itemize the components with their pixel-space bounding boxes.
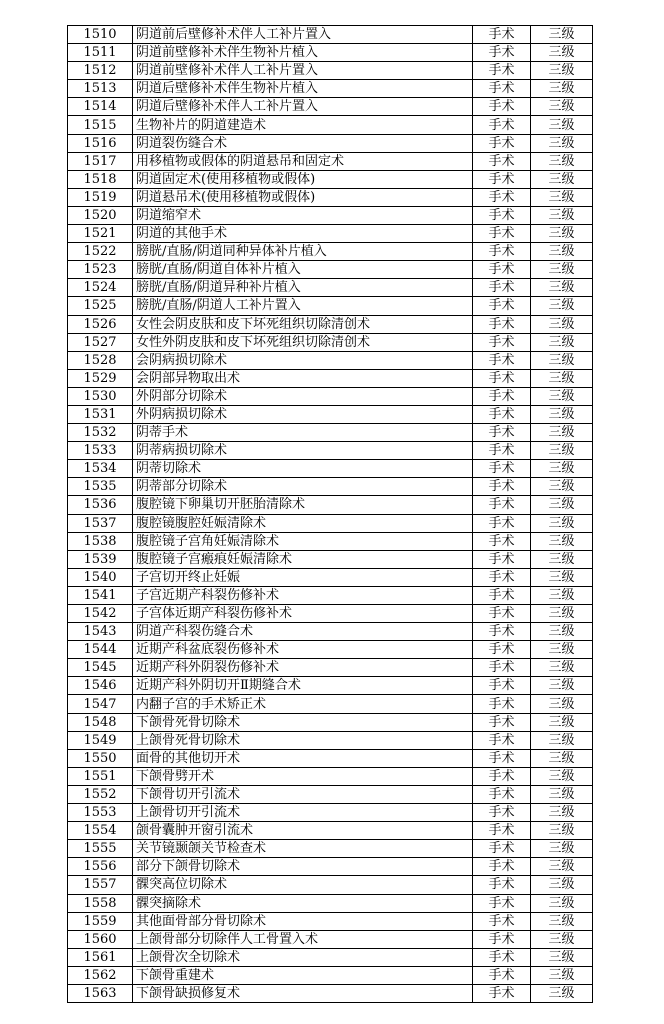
procedure-name: 膀胱/直肠/阴道人工补片置入 [133, 297, 473, 315]
procedure-level: 三级 [531, 369, 593, 387]
procedure-level: 三级 [531, 315, 593, 333]
procedure-name: 关节镜颞颌关节检查术 [133, 840, 473, 858]
table-row [68, 116, 593, 134]
procedure-type: 手术 [473, 442, 531, 460]
procedure-name: 会阴病损切除术 [133, 351, 473, 369]
row-number: 1527 [68, 333, 133, 351]
procedure-level: 三级 [531, 894, 593, 912]
row-number: 1557 [68, 876, 133, 894]
table-row [68, 478, 593, 496]
table-row [68, 315, 593, 333]
table-row [68, 98, 593, 116]
procedure-name: 阴道悬吊术(使用移植物或假体) [133, 188, 473, 206]
procedure-name: 腹腔镜子宫角妊娠清除术 [133, 532, 473, 550]
row-number: 1538 [68, 532, 133, 550]
table-row [68, 659, 593, 677]
table-row [68, 424, 593, 442]
row-number: 1561 [68, 948, 133, 966]
table-row [68, 26, 593, 44]
table-row [68, 912, 593, 930]
table-row [68, 876, 593, 894]
row-number: 1551 [68, 767, 133, 785]
procedure-type: 手术 [473, 586, 531, 604]
procedure-level: 三级 [531, 840, 593, 858]
procedure-name: 下颌骨切开引流术 [133, 785, 473, 803]
row-number: 1533 [68, 442, 133, 460]
table-row [68, 749, 593, 767]
procedure-type: 手术 [473, 948, 531, 966]
procedure-type: 手术 [473, 351, 531, 369]
row-number: 1510 [68, 26, 133, 44]
procedure-type: 手术 [473, 496, 531, 514]
table-row [68, 984, 593, 1002]
procedure-type: 手术 [473, 749, 531, 767]
procedure-type: 手术 [473, 713, 531, 731]
table-row [68, 460, 593, 478]
row-number: 1514 [68, 98, 133, 116]
table-row [68, 695, 593, 713]
procedure-level: 三级 [531, 116, 593, 134]
procedure-type: 手术 [473, 98, 531, 116]
table-row [68, 152, 593, 170]
table-row [68, 713, 593, 731]
row-number: 1559 [68, 912, 133, 930]
procedure-level: 三级 [531, 785, 593, 803]
row-number: 1525 [68, 297, 133, 315]
row-number: 1531 [68, 405, 133, 423]
table-row [68, 170, 593, 188]
procedure-type: 手术 [473, 225, 531, 243]
row-number: 1521 [68, 225, 133, 243]
row-number: 1552 [68, 785, 133, 803]
procedure-name: 阴蒂手术 [133, 424, 473, 442]
table-row [68, 44, 593, 62]
table-row [68, 840, 593, 858]
row-number: 1548 [68, 713, 133, 731]
procedure-type: 手术 [473, 261, 531, 279]
procedure-level: 三级 [531, 297, 593, 315]
row-number: 1535 [68, 478, 133, 496]
row-number: 1550 [68, 749, 133, 767]
procedure-name: 膀胱/直肠/阴道同种异体补片植入 [133, 243, 473, 261]
procedure-name: 女性会阴皮肤和皮下坏死组织切除清创术 [133, 315, 473, 333]
procedure-level: 三级 [531, 351, 593, 369]
table-row [68, 279, 593, 297]
procedure-name: 会阴部异物取出术 [133, 369, 473, 387]
procedure-level: 三级 [531, 26, 593, 44]
procedure-table-body [68, 26, 593, 1003]
row-number: 1522 [68, 243, 133, 261]
row-number: 1516 [68, 134, 133, 152]
procedure-level: 三级 [531, 62, 593, 80]
table-row [68, 641, 593, 659]
procedure-type: 手术 [473, 387, 531, 405]
procedure-type: 手术 [473, 804, 531, 822]
row-number: 1545 [68, 659, 133, 677]
table-row [68, 532, 593, 550]
row-number: 1549 [68, 731, 133, 749]
table-row [68, 677, 593, 695]
table-row [68, 930, 593, 948]
row-number: 1536 [68, 496, 133, 514]
procedure-table [67, 25, 593, 1003]
procedure-type: 手术 [473, 894, 531, 912]
table-row [68, 261, 593, 279]
table-row [68, 822, 593, 840]
table-row [68, 767, 593, 785]
row-number: 1523 [68, 261, 133, 279]
procedure-name: 髁突摘除术 [133, 894, 473, 912]
procedure-level: 三级 [531, 948, 593, 966]
row-number: 1560 [68, 930, 133, 948]
procedure-level: 三级 [531, 279, 593, 297]
row-number: 1543 [68, 623, 133, 641]
row-number: 1512 [68, 62, 133, 80]
procedure-level: 三级 [531, 876, 593, 894]
procedure-type: 手术 [473, 605, 531, 623]
procedure-level: 三级 [531, 460, 593, 478]
procedure-name: 女性外阴皮肤和皮下坏死组织切除清创术 [133, 333, 473, 351]
procedure-name: 生物补片的阴道建造术 [133, 116, 473, 134]
procedure-type: 手术 [473, 170, 531, 188]
procedure-type: 手术 [473, 297, 531, 315]
table-row [68, 623, 593, 641]
procedure-level: 三级 [531, 188, 593, 206]
procedure-level: 三级 [531, 822, 593, 840]
procedure-type: 手术 [473, 876, 531, 894]
procedure-type: 手术 [473, 460, 531, 478]
procedure-name: 阴道后壁修补术伴生物补片植入 [133, 80, 473, 98]
procedure-name: 上颌骨死骨切除术 [133, 731, 473, 749]
row-number: 1524 [68, 279, 133, 297]
procedure-type: 手术 [473, 695, 531, 713]
table-row [68, 605, 593, 623]
table-row [68, 62, 593, 80]
procedure-type: 手术 [473, 785, 531, 803]
procedure-type: 手术 [473, 333, 531, 351]
row-number: 1513 [68, 80, 133, 98]
procedure-level: 三级 [531, 767, 593, 785]
procedure-type: 手术 [473, 858, 531, 876]
procedure-type: 手术 [473, 134, 531, 152]
table-row [68, 894, 593, 912]
table-row [68, 405, 593, 423]
procedure-type: 手术 [473, 912, 531, 930]
row-number: 1532 [68, 424, 133, 442]
row-number: 1511 [68, 44, 133, 62]
procedure-level: 三级 [531, 641, 593, 659]
procedure-level: 三级 [531, 134, 593, 152]
procedure-type: 手术 [473, 152, 531, 170]
procedure-name: 阴道缩窄术 [133, 206, 473, 224]
table-row [68, 80, 593, 98]
procedure-name: 阴道前后壁修补术伴人工补片置入 [133, 26, 473, 44]
procedure-name: 阴蒂病损切除术 [133, 442, 473, 460]
row-number: 1515 [68, 116, 133, 134]
row-number: 1529 [68, 369, 133, 387]
procedure-type: 手术 [473, 44, 531, 62]
procedure-level: 三级 [531, 677, 593, 695]
procedure-name: 上颌骨切开引流术 [133, 804, 473, 822]
procedure-type: 手术 [473, 840, 531, 858]
procedure-level: 三级 [531, 243, 593, 261]
procedure-name: 颌骨囊肿开窗引流术 [133, 822, 473, 840]
table-row [68, 496, 593, 514]
procedure-name: 面骨的其他切开术 [133, 749, 473, 767]
procedure-type: 手术 [473, 677, 531, 695]
procedure-name: 腹腔镜下卵巢切开胚胎清除术 [133, 496, 473, 514]
procedure-level: 三级 [531, 749, 593, 767]
procedure-level: 三级 [531, 966, 593, 984]
procedure-level: 三级 [531, 586, 593, 604]
procedure-type: 手术 [473, 206, 531, 224]
row-number: 1563 [68, 984, 133, 1002]
procedure-type: 手术 [473, 369, 531, 387]
procedure-level: 三级 [531, 261, 593, 279]
table-row [68, 134, 593, 152]
table-row [68, 804, 593, 822]
procedure-type: 手术 [473, 514, 531, 532]
procedure-name: 其他面骨部分骨切除术 [133, 912, 473, 930]
procedure-level: 三级 [531, 984, 593, 1002]
row-number: 1526 [68, 315, 133, 333]
procedure-type: 手术 [473, 659, 531, 677]
procedure-name: 外阴部分切除术 [133, 387, 473, 405]
procedure-type: 手术 [473, 767, 531, 785]
procedure-level: 三级 [531, 930, 593, 948]
procedure-name: 外阴病损切除术 [133, 405, 473, 423]
table-row [68, 966, 593, 984]
procedure-type: 手术 [473, 822, 531, 840]
procedure-name: 膀胱/直肠/阴道自体补片植入 [133, 261, 473, 279]
procedure-name: 用移植物或假体的阴道悬吊和固定术 [133, 152, 473, 170]
procedure-type: 手术 [473, 62, 531, 80]
procedure-level: 三级 [531, 152, 593, 170]
procedure-level: 三级 [531, 659, 593, 677]
procedure-level: 三级 [531, 550, 593, 568]
procedure-name: 下颌骨重建术 [133, 966, 473, 984]
procedure-type: 手术 [473, 243, 531, 261]
procedure-name: 下颌骨劈开术 [133, 767, 473, 785]
procedure-type: 手术 [473, 80, 531, 98]
row-number: 1554 [68, 822, 133, 840]
procedure-type: 手术 [473, 984, 531, 1002]
table-row [68, 225, 593, 243]
procedure-name: 部分下颌骨切除术 [133, 858, 473, 876]
row-number: 1537 [68, 514, 133, 532]
procedure-level: 三级 [531, 442, 593, 460]
procedure-name: 阴蒂部分切除术 [133, 478, 473, 496]
procedure-name: 子宫近期产科裂伤修补术 [133, 586, 473, 604]
row-number: 1517 [68, 152, 133, 170]
procedure-level: 三级 [531, 514, 593, 532]
procedure-name: 髁突高位切除术 [133, 876, 473, 894]
row-number: 1540 [68, 568, 133, 586]
table-row [68, 568, 593, 586]
procedure-level: 三级 [531, 568, 593, 586]
procedure-type: 手术 [473, 731, 531, 749]
procedure-level: 三级 [531, 80, 593, 98]
procedure-name: 近期产科盆底裂伤修补术 [133, 641, 473, 659]
row-number: 1553 [68, 804, 133, 822]
procedure-level: 三级 [531, 605, 593, 623]
procedure-type: 手术 [473, 623, 531, 641]
procedure-type: 手术 [473, 568, 531, 586]
table-row [68, 333, 593, 351]
procedure-name: 近期产科外阴裂伤修补术 [133, 659, 473, 677]
table-row [68, 206, 593, 224]
procedure-level: 三级 [531, 731, 593, 749]
procedure-type: 手术 [473, 26, 531, 44]
procedure-level: 三级 [531, 532, 593, 550]
procedure-level: 三级 [531, 496, 593, 514]
procedure-name: 阴蒂切除术 [133, 460, 473, 478]
procedure-type: 手术 [473, 279, 531, 297]
procedure-name: 上颌骨部分切除伴人工骨置入术 [133, 930, 473, 948]
procedure-name: 腹腔镜腹腔妊娠清除术 [133, 514, 473, 532]
procedure-name: 子宫切开终止妊娠 [133, 568, 473, 586]
procedure-level: 三级 [531, 804, 593, 822]
procedure-type: 手术 [473, 641, 531, 659]
table-row [68, 858, 593, 876]
procedure-type: 手术 [473, 405, 531, 423]
procedure-name: 上颌骨次全切除术 [133, 948, 473, 966]
table-row [68, 948, 593, 966]
table-row [68, 514, 593, 532]
procedure-name: 腹腔镜子宫瘢痕妊娠清除术 [133, 550, 473, 568]
procedure-name: 子宫体近期产科裂伤修补术 [133, 605, 473, 623]
procedure-level: 三级 [531, 858, 593, 876]
procedure-level: 三级 [531, 713, 593, 731]
procedure-level: 三级 [531, 623, 593, 641]
row-number: 1519 [68, 188, 133, 206]
procedure-level: 三级 [531, 912, 593, 930]
row-number: 1547 [68, 695, 133, 713]
row-number: 1555 [68, 840, 133, 858]
table-row [68, 442, 593, 460]
procedure-type: 手术 [473, 116, 531, 134]
procedure-type: 手术 [473, 478, 531, 496]
table-row [68, 387, 593, 405]
procedure-type: 手术 [473, 424, 531, 442]
row-number: 1528 [68, 351, 133, 369]
procedure-name: 下颌骨缺损修复术 [133, 984, 473, 1002]
procedure-name: 阴道的其他手术 [133, 225, 473, 243]
table-row [68, 297, 593, 315]
table-row [68, 586, 593, 604]
procedure-name: 下颌骨死骨切除术 [133, 713, 473, 731]
procedure-type: 手术 [473, 930, 531, 948]
procedure-level: 三级 [531, 206, 593, 224]
row-number: 1546 [68, 677, 133, 695]
table-row [68, 369, 593, 387]
procedure-name: 阴道前壁修补术伴人工补片置入 [133, 62, 473, 80]
table-row [68, 243, 593, 261]
row-number: 1558 [68, 894, 133, 912]
procedure-level: 三级 [531, 695, 593, 713]
procedure-level: 三级 [531, 424, 593, 442]
procedure-level: 三级 [531, 98, 593, 116]
procedure-level: 三级 [531, 478, 593, 496]
procedure-type: 手术 [473, 532, 531, 550]
row-number: 1534 [68, 460, 133, 478]
procedure-type: 手术 [473, 188, 531, 206]
procedure-level: 三级 [531, 170, 593, 188]
procedure-name: 内翻子宫的手术矫正术 [133, 695, 473, 713]
row-number: 1556 [68, 858, 133, 876]
row-number: 1518 [68, 170, 133, 188]
procedure-type: 手术 [473, 550, 531, 568]
procedure-name: 阴道产科裂伤缝合术 [133, 623, 473, 641]
row-number: 1562 [68, 966, 133, 984]
procedure-name: 阴道后壁修补术伴人工补片置入 [133, 98, 473, 116]
procedure-name: 阴道固定术(使用移植物或假体) [133, 170, 473, 188]
procedure-name: 近期产科外阴切开Ⅱ期缝合术 [133, 677, 473, 695]
row-number: 1530 [68, 387, 133, 405]
procedure-name: 阴道裂伤缝合术 [133, 134, 473, 152]
procedure-level: 三级 [531, 405, 593, 423]
row-number: 1520 [68, 206, 133, 224]
procedure-level: 三级 [531, 44, 593, 62]
row-number: 1542 [68, 605, 133, 623]
table-row [68, 351, 593, 369]
row-number: 1541 [68, 586, 133, 604]
row-number: 1539 [68, 550, 133, 568]
table-row [68, 550, 593, 568]
table-row [68, 188, 593, 206]
procedure-level: 三级 [531, 333, 593, 351]
procedure-level: 三级 [531, 225, 593, 243]
procedure-type: 手术 [473, 966, 531, 984]
procedure-type: 手术 [473, 315, 531, 333]
procedure-level: 三级 [531, 387, 593, 405]
row-number: 1544 [68, 641, 133, 659]
table-row [68, 731, 593, 749]
procedure-name: 膀胱/直肠/阴道异种补片植入 [133, 279, 473, 297]
table-row [68, 785, 593, 803]
procedure-name: 阴道前壁修补术伴生物补片植入 [133, 44, 473, 62]
